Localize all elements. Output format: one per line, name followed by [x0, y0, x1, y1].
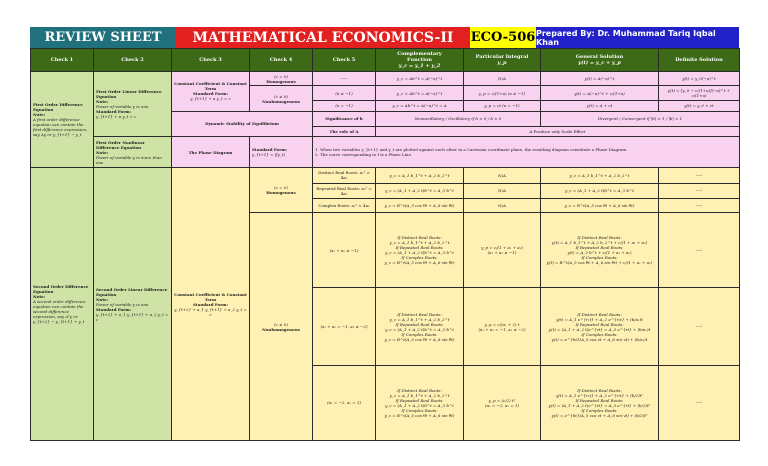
table-cell: ----- [659, 288, 740, 365]
first-order-linear: First Order Linear Difference Equation Note: Power of variable y is one. Standard Form: y_{t+1} + a y_t = c [94, 72, 172, 137]
table-cell: If Distinct Real Roots: y(t) = A_1 e^{r₁t} + A_2 e^{r₂t} + (b/a₁)t If Repeated Real Roots: y(t) = (A_1 + A_2 t)e^{rt} = A_3 e^{rt} + (b/a₁)t If Complex Roots: y(t) = e^{ht}(A_5 cos vt + A_6 sin vt) + (b/a₁)t [541, 288, 659, 365]
table-cell: If Distinct Real Roots: y_c = A_1 b_1^t + A_2 b_2^t If Repeated Real Roots: y_c = (A_1 + A_2 t)b^t = A_3 b^t If Complex Roots: y_c = R^t(A_5 cos θt + A_6 sin θt) [376, 213, 464, 288]
table-cell: (a₁ = −2, a₂ = 1) [313, 365, 376, 440]
table-cell: Distinct Real Roots: a₁² > 4a₂ [313, 168, 376, 183]
first-order-definition: First Order Difference Equation Note: A first order difference equation can contain the first difference expression, say Δy or y_{t+1} − y_t [31, 72, 94, 168]
first-order-nonlinear: First Order Nonlinear Difference Equation Note: Power of variable y is more than one [94, 137, 172, 168]
dynamic-stability-label: Dynamic Stability of Equilibrium [172, 111, 313, 136]
table-cell: y(t) = y_0 + ct [659, 100, 740, 111]
table-cell: y_c = Ab^t = A(−a)^t [376, 72, 464, 86]
table-cell: N/A [464, 168, 541, 183]
table-row [31, 168, 740, 183]
significance-b-label: Significance of b [313, 111, 376, 126]
table-cell: If Distinct Real Roots: y_c = A_1 b_1^t + A_2 b_2^t If Repeated Real Roots: y_c = (A_1 + A_2 t)b^t = A_3 b^t If Complex Roots: y_c = R^t(A_5 cos θt + A_6 sin θt) [376, 365, 464, 440]
phase-diagram-notes: 1. When two variables y_{t+1} and y_t are plotted against each other in a Cartesian coordinate plane, the resulting diagram constitute a Phase Diagram. 2. The curve corresponding to f is a Phase Line. [313, 137, 740, 168]
table-cell: y_c = Ab^t = A(−a)^t [376, 86, 464, 100]
table-cell: (a₁ + a₂ ≠ −1) [313, 213, 376, 288]
second-order-nonhomogenous: (c ≠ 0) Nonhomogenous [250, 213, 313, 441]
col-complementary: Complementary Function y_c = y_1 + y_2 [376, 49, 464, 72]
first-order-nonhomogenous: (c ≠ 0) Nonhomogenous [250, 86, 313, 111]
column-header-row [31, 49, 740, 72]
table-cell: y_c = A_1 b_1^t + A_2 b_2^t [376, 168, 464, 183]
table-cell: y_p = c/(a₁ + 2) t (a₁ + a₂ = −1, a₁ ≠ −2) [464, 288, 541, 365]
table-cell: y(t) = y_0(−a)^t [659, 72, 740, 86]
review-sheet [30, 27, 739, 441]
course-title-banner: MATHEMATICAL ECONOMICS-II [176, 27, 470, 48]
table-row [31, 137, 740, 168]
table-cell: y_c = (A_1 + A_2 t)b^t = A_3 b^t [541, 183, 659, 198]
table-cell: y_p = c/(1 + a₁ + a₂) (a₁ + a₂ ≠ −1) [464, 213, 541, 288]
col-check1: Check 1 [31, 49, 94, 72]
table-cell: ----- [659, 213, 740, 288]
table-cell: ----- [313, 72, 376, 86]
table-cell: (a ≠ −1) [313, 86, 376, 100]
table-cell: Complex Roots: a₁² < 4a₂ [313, 198, 376, 212]
first-order-homogenous: (c = 0) Homogenous [250, 72, 313, 86]
significance-b-oscillation: Nonoscillatory / Oscillatory if b > 0 / b < 0 [376, 111, 541, 126]
prepared-by-banner: Prepared By: Dr. Muhammad Tariq Iqbal Khan [536, 27, 739, 48]
table-cell: y(t) = A + ct [541, 100, 659, 111]
table-cell: y_c = R^t(A_5 cos θt + A_6 sin θt) [541, 198, 659, 212]
review-sheet-banner: REVIEW SHEET [30, 27, 176, 48]
second-order-constant: Constant Coefficient & Constant Term Standard Form: y_{t+2} + a_1 y_{t+1} + a_2 y_t = c [172, 168, 250, 441]
table-cell: y_c = A_1 b_1^t + A_2 b_2^t [541, 168, 659, 183]
course-code-banner: ECO-506 [470, 27, 536, 48]
col-particular-integral: Particular Integral y_p [464, 49, 541, 72]
table-cell: y_c = Ab^t = A(−a)^t = A [376, 100, 464, 111]
table-cell: (a = −1) [313, 100, 376, 111]
first-order-constant: Constant Coefficient & Constant Term Standard Form: y_{t+1} + a y_t = c [172, 72, 250, 112]
col-general-solution: General Solution y(t) = y_c + y_p [541, 49, 659, 72]
table-row [31, 72, 740, 86]
table-cell: ----- [659, 183, 740, 198]
table-cell: y_c = R^t(A_5 cos θt + A_6 sin θt) [376, 198, 464, 212]
table-cell: If Distinct Real Roots: y(t) = A_1 b_1^t + A_2 b_2^t + c/(1 + a₁ + a₂) If Repeated Real Roots: y(t) = A_3 b^t + c/(1 + a₁ + a₂) If Complex Roots: y(t) = R^t(A_5 cos θt + A_6 sin θt) + c/(1 + a₁ + a₂) [541, 213, 659, 288]
col-definite-solution: Definite Solution [659, 49, 740, 72]
role-a-text: A Produce only Scale Effect [376, 127, 740, 137]
second-order-homogenous: (c = 0) Homogenous [250, 168, 313, 213]
table-cell: y(t) = A(−a)^t + c/(1+a) [541, 86, 659, 100]
table-cell: y_p = c/(1+a) (a ≠ −1) [464, 86, 541, 100]
col-check4: Check 4 [250, 49, 313, 72]
table-cell: If Distinct Real Roots: y_c = A_1 b_1^t + A_2 b_2^t If Repeated Real Roots: y_c = (A_1 + A_2 t)b^t = A_3 b^t If Complex Roots: y_c = R^t(A_5 cos θt + A_6 sin θt) [376, 288, 464, 365]
col-check3: Check 3 [172, 49, 250, 72]
table-cell: y_p = (c/2) t² (a₁ = −2, a₂ = 1) [464, 365, 541, 440]
table-cell: (a₁ + a₂ = −1, a₁ ≠ −2) [313, 288, 376, 365]
table-cell: If Distinct Real Roots: y(t) = A_1 e^{r₁t} + A_2 e^{r₂t} + (b/2)t² If Repeated Real Roots: y(t) = (A_1 + A_2 t)e^{rt} = A_3 e^{rt} + (b/2)t² If Complex Roots: y(t) = e^{ht}(A_5 cos vt + A_6 sin vt) + (b/2)t² [541, 365, 659, 440]
table-cell: y(t) = A(−a)^t [541, 72, 659, 86]
second-order-linear: Second Order Linear Difference Equation Note: Power of variable y is one. Standard Form: y_{t+2} + a_1 y_{t+1} + a_2 y_t = c [94, 168, 172, 441]
table-cell: y_p = ct (a = −1) [464, 100, 541, 111]
role-a-label: The role of A [313, 127, 376, 137]
col-check2: Check 2 [94, 49, 172, 72]
table-cell: ----- [659, 168, 740, 183]
phase-diagram-label: The Phase Diagram [172, 137, 250, 168]
table-cell: N/A [464, 183, 541, 198]
table-cell: ----- [659, 198, 740, 212]
table-cell: Repeated Real Roots: a₁² = 4a₂ [313, 183, 376, 198]
table-cell: N/A [464, 198, 541, 212]
phase-standard-form: Standard Form: y_{t+1} = f(y_t) [250, 137, 313, 168]
table-cell: ----- [659, 365, 740, 440]
second-order-definition: Second Order Difference Equation Note: A second order difference equation can contain the second difference expression, say Δ²y or y_{t+2} − y_{t+1} + y_t [31, 168, 94, 441]
table-cell: y_c = (A_1 + A_2 t)b^t = A_3 b^t [376, 183, 464, 198]
table-cell: N/A [464, 72, 541, 86]
table-cell: y(t) = [y_0 − c/(1+a)](−a)^t + c/(1+a) [659, 86, 740, 100]
col-check5: Check 5 [313, 49, 376, 72]
significance-b-convergence: Divergent / Convergent if |b| > 1 / |b| < 1 [541, 111, 740, 126]
solution-table [30, 48, 740, 441]
